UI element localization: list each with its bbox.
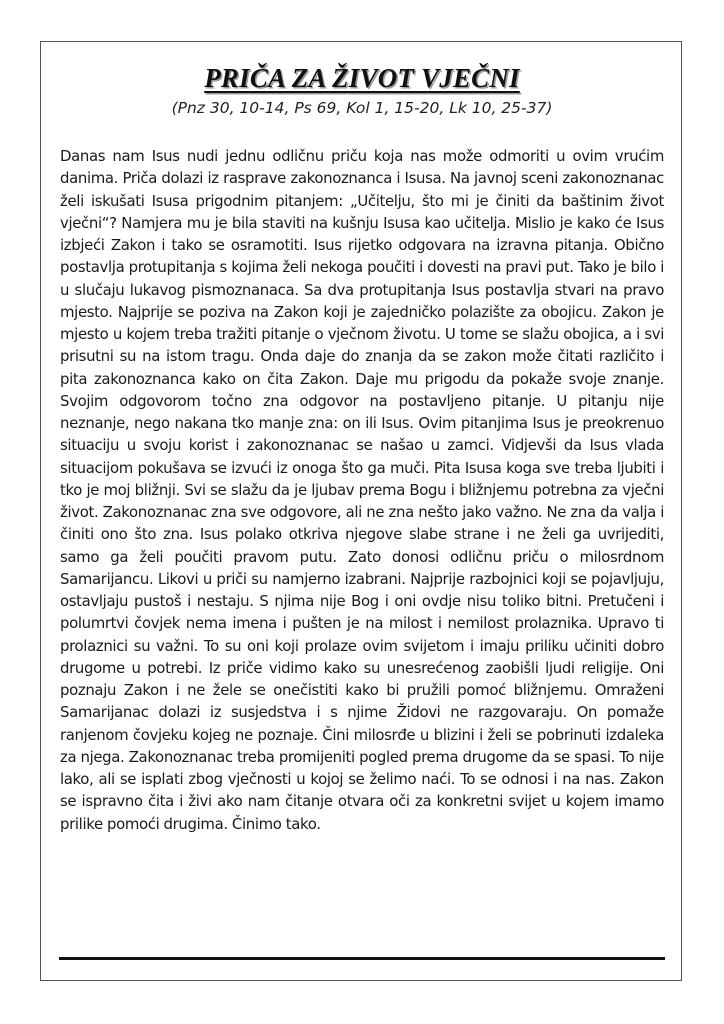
document-title: PRIČA ZA ŽIVOT VJEČNI <box>204 63 520 93</box>
scripture-references: (Pnz 30, 10-14, Ps 69, Kol 1, 15-20, Lk 10, 25-37) <box>171 99 553 117</box>
footer-rule <box>59 957 665 960</box>
body-paragraph: Danas nam Isus nudi jednu odličnu priču koja nas može odmoriti u ovim vrućim danima. Priča dolazi iz rasprave zakonoznanca i Isusa. Na javnoj sceni zakonoznanac želi iskušati Isusa prigodnim pitanjem: „Učitelju, što mi je činiti da baštinim život vječni“? Namjera mu je bila staviti na kušnju Isusa kao učitelja. Mislio je kako će Isus izbjeći Zakon i tako se osramotiti. Isus rijetko odgovara na izravna pitanja. Obično postavlja protupitanja s kojima želi nekoga poučiti i dovesti na pravi put. Tako je bilo i u slučaju lukavog pismoznanaca. Sa dva protupitanja Isus postavlja stvari na pravo mjesto. Najprije se poziva na Zakon koji je zajedničko polazište za obojicu. Zakon je mjesto u kojem treba tražiti pitanje o vječnom životu. U tome se slažu obojica, a i svi prisutni su na istom tragu. Onda daje do znanja da se zakon može čitati različito i pita zakonoznanca kako on čita Zakon. Daje mu prigodu da pokaže svoje znanje. Svojim odgovorom točno zna odgovor na postavljeno pitanje. U pitanju nije neznanje, nego nakana tko manje zna: on ili Isus. Ovim pitanjima Isus je preokrenuo situaciju u svoju korist i zakonoznanac se našao u zamci. Vidjevši da Isus vlada situacijom pokušava se izvući iz onoga što ga muči. Pita Isusa koga sve treba ljubiti i tko je moj bližnji. Svi se slažu da je ljubav prema Bogu i bližnjemu potrebna za vječni život. Zakonoznanac zna sve odgovore, ali ne zna nešto jako važno. Ne zna da valja i činiti ono što zna. Isus polako otkriva njegove slabe strane i ne želi ga uvrijediti, samo ga želi poučiti pravom putu. Zato donosi odličnu priču o milosrdnom Samarijancu. Likovi u priči su namjerno izabrani. Najprije razbojnici koji se pojavljuju, ostavljaju pustoš i nestaju. S njima nije Bog i oni ovdje nisu toliko bitni. Pretučeni i polumrtvi čovjek nema imena i pušten je na milost i nemilost prolaznika. Upravo ti prolaznici su važni. To su oni koji prolaze ovim svijetom i imaju priliku učiniti dobro drugome u potrebi. Iz priče vidimo kako su unesrećenog zaobišli ljudi religije. Oni poznaju Zakon i ne žele se onečistiti kako bi pružili pomoć bližnjemu. Omraženi Samarijanac dolazi iz susjedstva i s njime Židovi ne razgovaraju. On pomaže ranjenom čovjeku kojeg ne poznaje. Čini milosrđe u blizini i želi se pobrinuti izdaleka za njega. Zakonoznanac treba promijeniti pogled prema drugome da se spasi. To nije lako, ali se isplati zbog vječnosti u kojoj se želimo naći. To se odnosi i na nas. Zakon se ispravno čita i živi ako nam čitanje otvara oči za konkretni svijet u kojem imamo prilike pomoći drugima. Činimo tako. <box>60 147 664 833</box>
